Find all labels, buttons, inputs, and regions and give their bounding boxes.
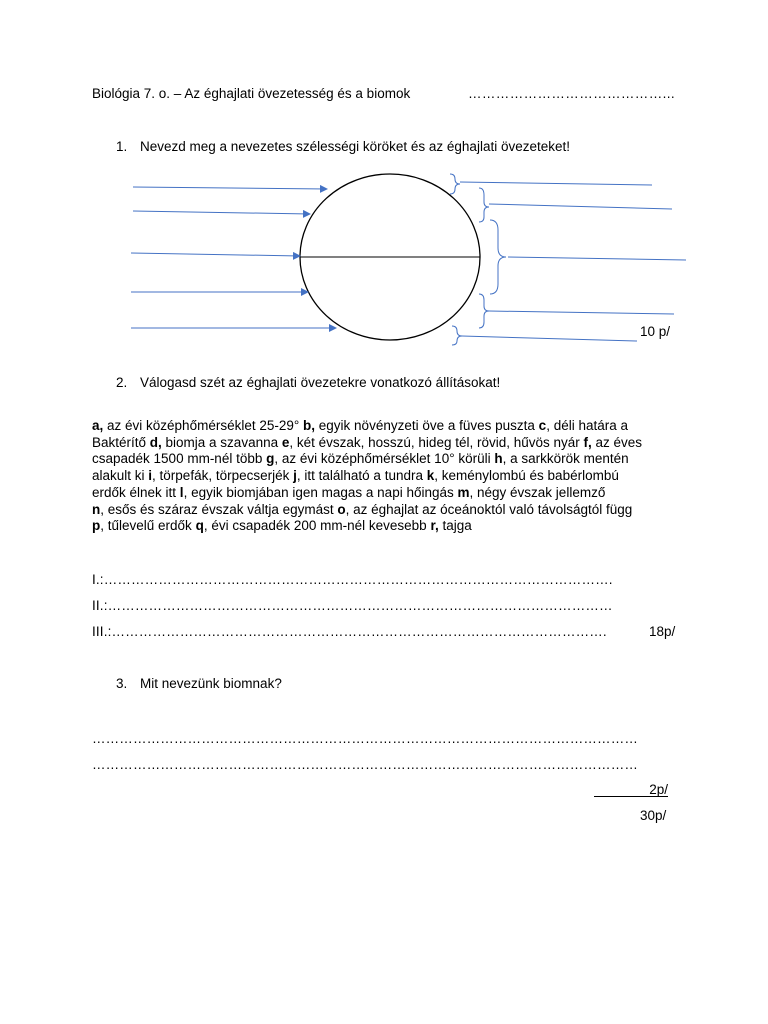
bracket-south-polar-zone xyxy=(452,326,462,345)
bracket-south-temperate-zone xyxy=(479,294,489,328)
name-line: ……………………………………... xyxy=(468,86,676,101)
statement-text: , esős és száraz évszak váltja egymást xyxy=(100,501,338,517)
bracket-north-polar-zone xyxy=(450,174,460,194)
statements-paragraph xyxy=(92,418,692,535)
question-1-number: 1. xyxy=(116,139,128,154)
statement-text: az éves xyxy=(591,434,643,450)
arrow-equator xyxy=(131,253,300,256)
statement-text: , déli határa a xyxy=(546,418,628,433)
statement-letter: d, xyxy=(149,434,162,450)
statement-line xyxy=(92,451,692,468)
question-1-text: Nevezd meg a nevezetes szélességi köröket és az éghajlati övezeteket! xyxy=(140,139,570,154)
statement-letter: c xyxy=(538,418,547,433)
statement-text: , itt található a tundra xyxy=(296,468,427,484)
statement-letter: l xyxy=(179,484,184,500)
statement-letter: e xyxy=(281,434,290,450)
statement-text: , négy évszak jellemző xyxy=(469,484,606,500)
statement-text: alakult ki xyxy=(92,468,149,484)
answer-line-ii: II.:………………………………………………………………………………………………… xyxy=(92,598,613,613)
statement-text: , tűlevelű erdők xyxy=(100,518,196,534)
zone-line-1 xyxy=(460,182,652,185)
statement-letter: h xyxy=(494,451,503,467)
score-question-2: 18p/ xyxy=(649,624,676,639)
statement-line xyxy=(92,518,692,535)
statement-line xyxy=(92,418,692,435)
statement-text: , két évszak, hosszú, hideg tél, rövid, hűvös nyár xyxy=(289,434,584,450)
statement-letter: o xyxy=(337,501,346,517)
statement-letter: r, xyxy=(430,518,439,534)
statement-letter: b, xyxy=(303,418,316,433)
statement-text: , törpefák, törpecserjék xyxy=(152,468,294,484)
statement-letter: i xyxy=(148,468,153,484)
statement-letter: n xyxy=(92,501,101,517)
answer-line-i: I.:…………………………………………………………………………………………………. xyxy=(92,572,613,587)
score-question-3 xyxy=(594,782,668,797)
answer-line-biom-1: ………………………………………………………………………………………………………… xyxy=(92,731,638,746)
statement-text: Baktérítő xyxy=(92,434,150,450)
zone-line-5 xyxy=(462,336,637,341)
statement-line xyxy=(92,485,692,502)
arrow-north-polar-circle xyxy=(133,187,327,189)
statement-text: , az éghajlat az óceánoktól való távolságtól függ xyxy=(345,501,633,517)
statement-text: , évi csapadék 200 mm-nél kevesebb xyxy=(203,518,431,534)
statement-letter: a, xyxy=(92,418,104,433)
question-3 xyxy=(116,676,282,691)
question-3-number: 3. xyxy=(116,676,128,691)
question-2-number: 2. xyxy=(116,375,128,390)
arrow-tropic-of-cancer xyxy=(133,211,310,214)
statement-text: az évi középhőmérséklet 25-29° xyxy=(103,418,304,433)
answer-line-iii: III.:………………………………………………………………………………………………. xyxy=(92,624,607,639)
statement-text: , az évi középhőmérséklet 10° körüli xyxy=(274,451,495,467)
statement-letter: k xyxy=(426,468,435,484)
score-total: 30p/ xyxy=(640,808,667,823)
statement-text: biomja a szavanna xyxy=(161,434,282,450)
question-1 xyxy=(116,139,570,154)
question-2-text: Válogasd szét az éghajlati övezetekre vonatkozó állításokat! xyxy=(140,375,501,390)
statement-text: csapadék 1500 mm-nél több xyxy=(92,451,267,467)
statement-letter: f, xyxy=(583,434,592,450)
statement-text: egyik növényzeti öve a füves puszta xyxy=(315,418,539,433)
question-3-text: Mit nevezünk biomnak? xyxy=(140,676,282,691)
statement-text: , a sarkkörök mentén xyxy=(502,451,629,467)
question-2 xyxy=(116,375,500,390)
statement-text: erdők élnek itt xyxy=(92,484,180,500)
statement-text: , egyik biomjában igen magas a napi hőingás xyxy=(183,484,458,500)
score-question-1: 10 p/ xyxy=(640,324,671,339)
worksheet-title: Biológia 7. o. – Az éghajlati övezetesség és a biomok xyxy=(92,86,411,101)
zone-line-2 xyxy=(489,204,672,209)
statement-line xyxy=(92,502,692,519)
statement-line xyxy=(92,468,692,485)
statement-letter: p xyxy=(92,518,101,534)
zone-line-4 xyxy=(489,311,674,314)
score-question-3-value: 2p/ xyxy=(594,783,668,797)
statement-letter: g xyxy=(266,451,275,467)
bracket-north-temperate-zone xyxy=(479,188,489,222)
statement-text: tajga xyxy=(438,518,472,534)
answer-line-biom-2: ………………………………………………………………………………………………………… xyxy=(92,757,638,772)
bracket-tropical-zone xyxy=(490,220,506,294)
statement-text: , keménylombú és babérlombú xyxy=(434,468,619,484)
statement-letter: j xyxy=(293,468,297,484)
zone-line-3 xyxy=(508,257,686,260)
statement-line xyxy=(92,435,692,452)
statement-letter: q xyxy=(195,518,204,534)
statement-letter: m xyxy=(457,484,470,500)
